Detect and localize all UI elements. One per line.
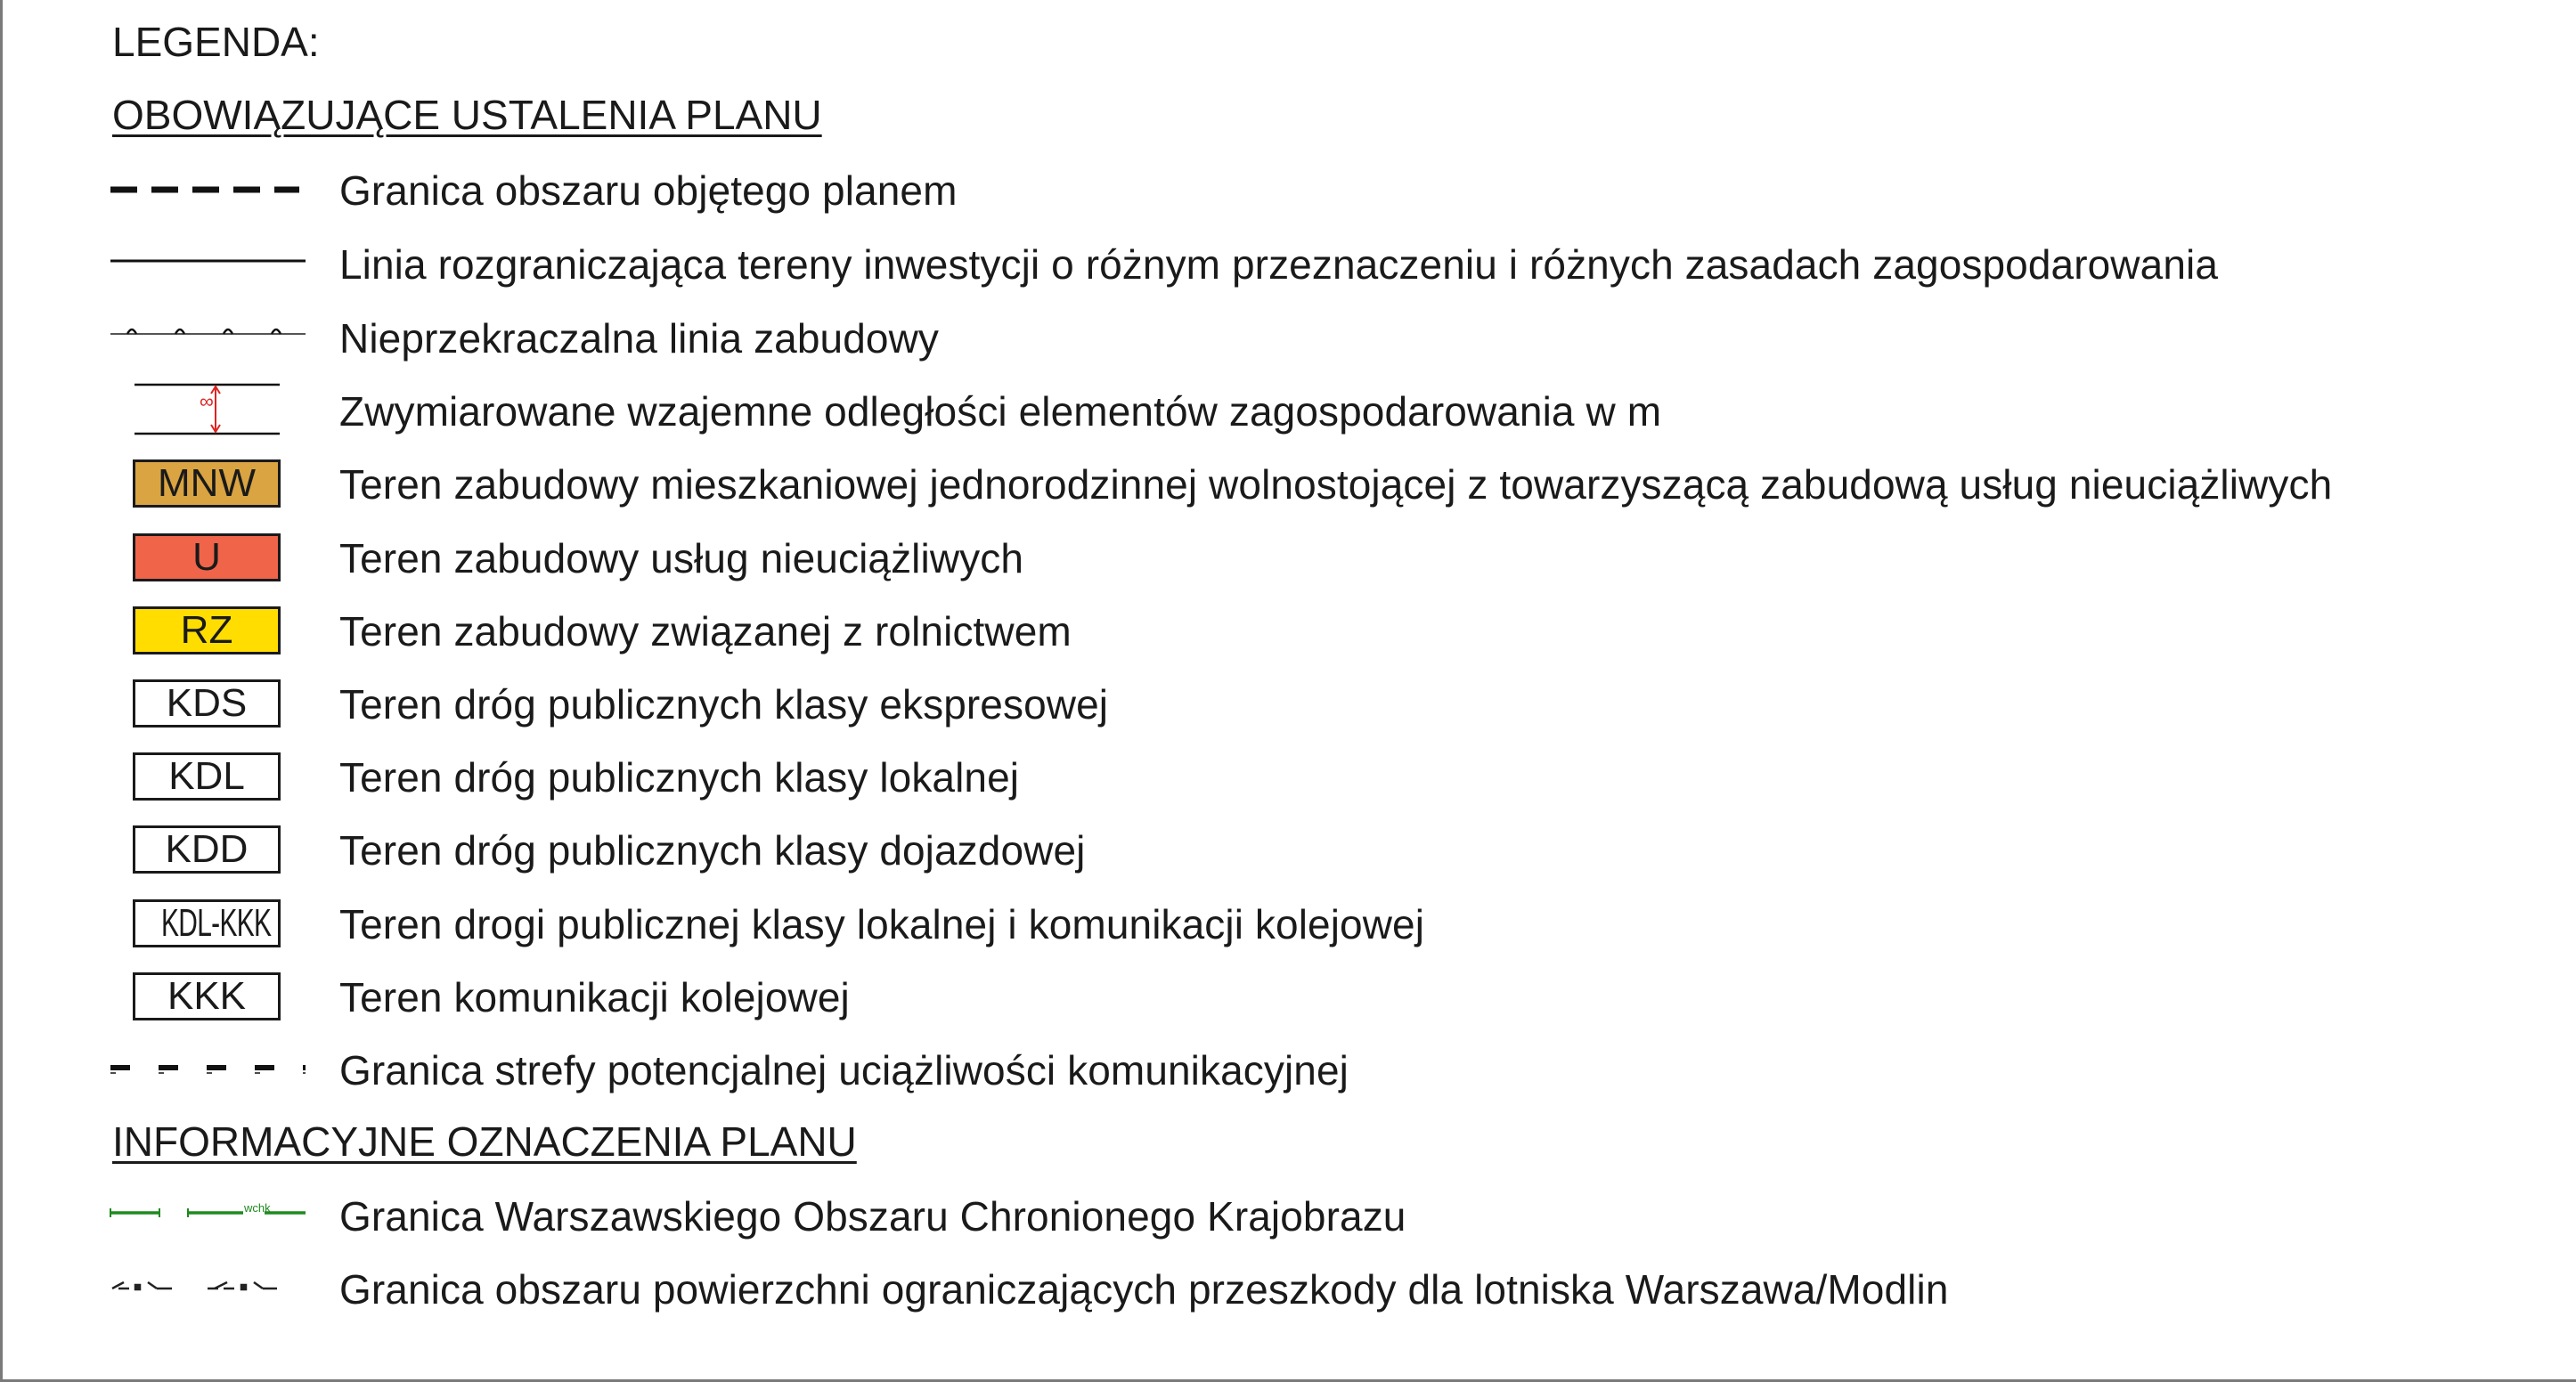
legend-row-kkk <box>3 960 2576 1033</box>
zone-code-mnw: MNW <box>133 459 281 508</box>
legend-row-demarcation-line <box>3 227 2576 300</box>
zone-code-kds: KDS <box>133 679 281 728</box>
legend-label: Granica obszaru objętego planem <box>339 167 958 214</box>
zone-symbol <box>108 960 308 1033</box>
info-section-heading: INFORMACYJNE OZNACZENIA PLANU <box>112 1118 857 1165</box>
legend-label: Teren dróg publicznych klasy lokalnej <box>339 754 1020 801</box>
zone-symbol <box>108 740 308 813</box>
thick-dashed-line-icon <box>108 153 308 226</box>
legend-label: Teren zabudowy mieszkaniowej jednorodzinnej wolnostojącej z towarzyszącą zabudową usług nieuciążliwych <box>339 461 2333 508</box>
short-dashed-line-icon <box>108 1033 308 1106</box>
binding-section-heading: OBOWIĄZUJĄCE USTALENIA PLANU <box>112 92 822 138</box>
legend-row-airport-surface <box>3 1252 2576 1325</box>
legend-label: Teren zabudowy związanej z rolnictwem <box>339 608 1072 654</box>
legend-title: LEGENDA: <box>112 19 320 65</box>
legend-row-kdl <box>3 740 2576 813</box>
green-boundary-line-icon <box>108 1179 308 1252</box>
zone-symbol <box>108 667 308 740</box>
zone-code-u: U <box>133 533 281 581</box>
legend-label: Linia rozgraniczająca tereny inwestycji o różnym przeznaczeniu i różnych zasadach zagospodarowania <box>339 241 2218 288</box>
green-line-code: wchk <box>244 1201 271 1215</box>
zone-code-text: KDL-KKK <box>161 901 272 945</box>
dimension-arrow-icon <box>108 374 308 447</box>
zone-code-kdl: KDL <box>133 752 281 801</box>
zone-symbol <box>108 447 308 520</box>
legend-label: Teren drogi publicznej klasy lokalnej i komunikacji kolejowej <box>339 901 1425 947</box>
legend-label: Granica obszaru powierzchni ograniczających przeszkody dla lotniska Warszawa/Modlin <box>339 1266 1949 1313</box>
legend-label: Granica Warszawskiego Obszaru Chronionego Krajobrazu <box>339 1193 1406 1240</box>
zone-symbol <box>108 521 308 594</box>
legend-row-kds <box>3 667 2576 740</box>
legend-row-u <box>3 521 2576 594</box>
legend-row-mnw <box>3 447 2576 520</box>
dash-dot-airport-line-icon <box>108 1252 308 1325</box>
legend-label: Nieprzekraczalna linia zabudowy <box>339 315 939 362</box>
legend-row-rz <box>3 594 2576 667</box>
legend-label: Granica strefy potencjalnej uciążliwości komunikacyjnej <box>339 1047 1349 1093</box>
legend-label: Teren dróg publicznych klasy dojazdowej <box>339 827 1086 874</box>
legend-row-nuisance-zone <box>3 1033 2576 1106</box>
legend-row-landscape-area <box>3 1179 2576 1252</box>
legend-row-dimension <box>3 374 2576 447</box>
dimension-value: ∞ <box>200 390 214 412</box>
legend-row-kdd <box>3 813 2576 886</box>
legend-row-plan-boundary <box>3 153 2576 226</box>
legend-row-kdl-kkk <box>3 887 2576 960</box>
legend-label: Zwymiarowane wzajemne odległości elementów zagospodarowania w m <box>339 388 1662 435</box>
legend-row-building-line <box>3 301 2576 374</box>
zone-code-rz: RZ <box>133 606 281 654</box>
building-line-icon <box>108 301 308 374</box>
zone-symbol <box>108 594 308 667</box>
zone-symbol <box>108 887 308 960</box>
zone-code-kkk: KKK <box>133 972 281 1020</box>
zone-code-kdd: KDD <box>133 825 281 874</box>
thin-solid-line-icon <box>108 227 308 300</box>
zone-symbol <box>108 813 308 886</box>
legend-label: Teren zabudowy usług nieuciążliwych <box>339 535 1024 581</box>
zone-code-kdl-kkk <box>133 899 281 947</box>
legend-label: Teren komunikacji kolejowej <box>339 974 850 1020</box>
legend-label: Teren dróg publicznych klasy ekspresowej <box>339 681 1109 728</box>
